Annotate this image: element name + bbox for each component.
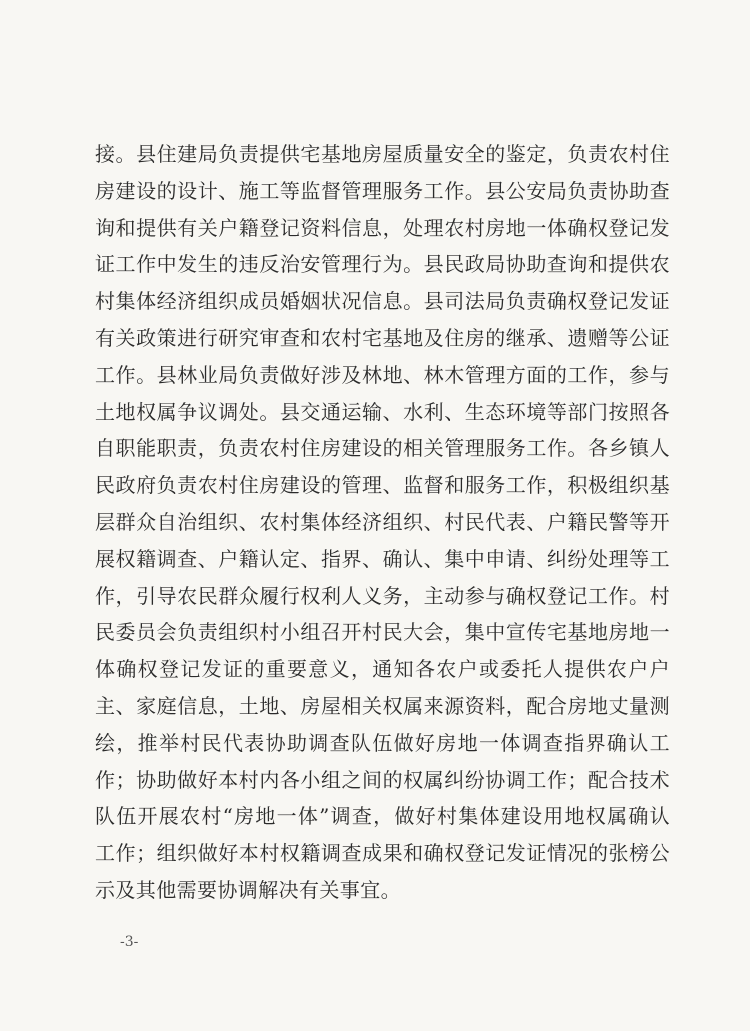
text-line-3: 询和提供有关户籍登记资料信息，处理农村房地一体确权登记发 xyxy=(95,215,670,240)
text-line-8: 土地权属争议调处。县交通运输、水利、生态环境等部门按照各 xyxy=(95,399,670,424)
text-line-7: 工作。县林业局负责做好涉及林地、林木管理方面的工作，参与 xyxy=(95,362,670,387)
text-line-2: 房建设的设计、施工等监督管理服务工作。县公安局负责协助查 xyxy=(95,178,670,203)
text-line-15: 体确权登记发证的重要意义，通知各农户或委托人提供农户户 xyxy=(95,657,670,682)
text-line-10: 民政府负责农村住房建设的管理、监督和服务工作，积极组织基 xyxy=(95,473,670,498)
page-number: -3- xyxy=(120,934,139,950)
text-line-6: 有关政策进行研究审查和农村宅基地及住房的继承、遗赠等公证 xyxy=(95,325,670,350)
text-line-1: 接。县住建局负责提供宅基地房屋质量安全的鉴定，负责农村住 xyxy=(95,142,670,166)
body-text xyxy=(95,136,670,909)
text-line-11: 层群众自治组织、农村集体经济组织、村民代表、户籍民警等开 xyxy=(95,509,670,534)
text-line-13: 作，引导农民群众履行权利人义务，主动参与确权登记工作。村 xyxy=(95,583,670,608)
text-line-4: 证工作中发生的违反治安管理行为。县民政局协助查询和提供农 xyxy=(95,252,670,277)
text-line-18: 作；协助做好本村内各小组之间的权属纠纷协调工作；配合技术 xyxy=(95,767,670,792)
text-line-5: 村集体经济组织成员婚姻状况信息。县司法局负责确权登记发证 xyxy=(95,289,670,314)
text-line-20: 工作；组织做好本村权籍调查成果和确权登记发证情况的张榜公 xyxy=(95,841,670,866)
text-line-9: 自职能职责，负责农村住房建设的相关管理服务工作。各乡镇人 xyxy=(95,436,670,461)
text-line-14: 民委员会负责组织村小组召开村民大会，集中宣传宅基地房地一 xyxy=(95,620,670,645)
text-line-12: 展权籍调查、户籍认定、指界、确认、集中申请、纠纷处理等工 xyxy=(95,546,670,571)
text-line-21: 示及其他需要协调解决有关事宜。 xyxy=(95,877,401,902)
text-line-19: 队伍开展农村“房地一体”调查，做好村集体建设用地权属确认 xyxy=(95,804,670,829)
text-line-16: 主、家庭信息，土地、房屋相关权属来源资料，配合房地丈量测 xyxy=(95,693,670,718)
text-line-17: 绘，推举村民代表协助调查队伍做好房地一体调查指界确认工 xyxy=(95,730,670,755)
